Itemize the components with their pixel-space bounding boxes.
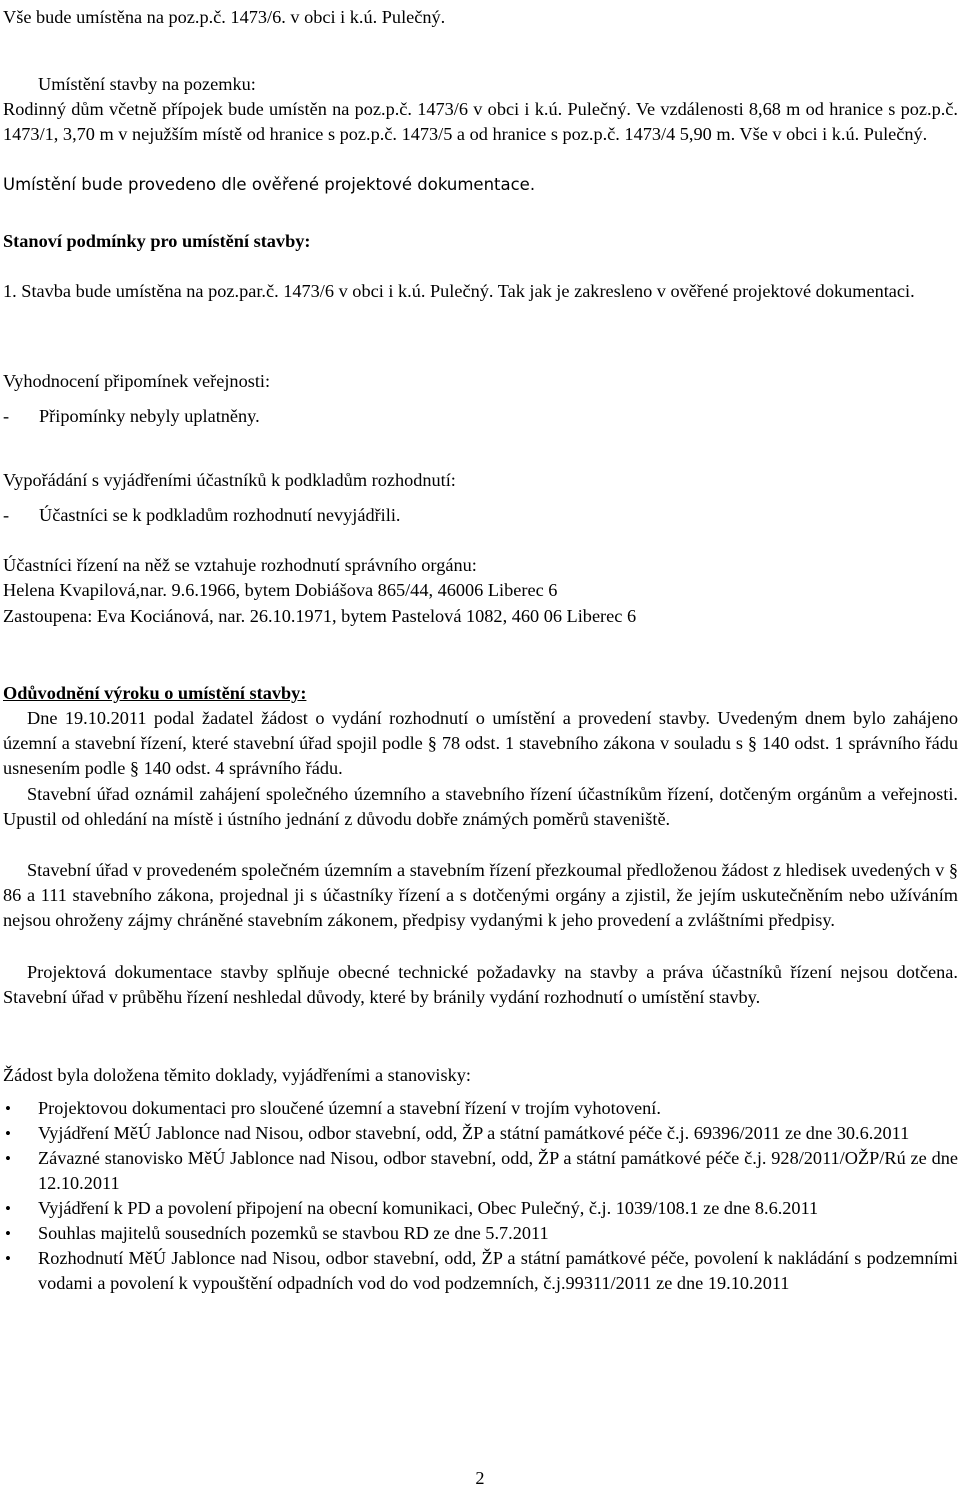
document-item-text: Vyjádření MěÚ Jablonce nad Nisou, odbor stavební, odd, ŽP a státní památkové péče č.j. 69396/2011 ze dne 30.6.2011: [38, 1123, 910, 1143]
statements-text: Účastníci se k podkladům rozhodnutí nevyjádřili.: [39, 505, 401, 525]
list-item: [3, 1146, 958, 1196]
document-item-text: Souhlas majitelů sousedních pozemků se stavbou RD ze dne 5.7.2011: [38, 1223, 549, 1243]
page-number: 2: [475, 1468, 485, 1488]
statements-heading: Vypořádání s vyjádřeními účastníků k podkladům rozhodnutí:: [3, 470, 456, 490]
top-line: Vše bude umístěna na poz.p.č. 1473/6. v obci i k.ú. Pulečný.: [3, 7, 446, 27]
party-line-2: Zastoupena: Eva Kociánová, nar. 26.10.1971, bytem Pastelová 1082, 460 06 Liberec 6: [3, 606, 637, 626]
documents-list: [3, 1096, 958, 1296]
placement-verified: Umístění bude provedeno dle ověřené projektové dokumentace.: [3, 175, 536, 194]
documents-heading: Žádost byla doložena těmito doklady, vyjádřeními a stanovisky:: [3, 1065, 471, 1085]
bullet-icon: •: [5, 1124, 11, 1143]
justification-p1: Dne 19.10.2011 podal žadatel žádost o vydání rozhodnutí o umístění a provedení stavby. Uvedeným dnem bylo zahájeno územní a stavební řízení, které stavební úřad spojil podle § 78 odst. 1 stavebního zákona v souladu s § 140 odst. 1 správního řádu usnesením podle § 140 odst. 4 správního řádu.: [3, 708, 958, 778]
conditions-title: Stanoví podmínky pro umístění stavby:: [3, 231, 311, 251]
list-item: [3, 1246, 958, 1296]
document-item-text: Projektovou dokumentaci pro sloučené územní a stavební řízení v trojím vyhotovení.: [38, 1098, 661, 1118]
condition-item-1: 1. Stavba bude umístěna na poz.par.č. 1473/6 v obci i k.ú. Pulečný. Tak jak je zakresleno v ověřené projektové dokumentaci.: [3, 281, 915, 301]
document-item-text: Vyjádření k PD a povolení připojení na obecní komunikaci, Obec Pulečný, č.j. 1039/108.1 ze dne 8.6.2011: [38, 1198, 819, 1218]
statements-item: [3, 503, 400, 528]
justification-title: Odůvodnění výroku o umístění stavby:: [3, 683, 307, 703]
justification-p4: Projektová dokumentace stavby splňuje obecné technické požadavky na stavby a práva účastníků řízení nejsou dotčena. Stavební úřad v průběhu řízení neshledal důvody, které by bránily vydání rozhodnutí o umístění stavby.: [3, 962, 958, 1007]
bullet-icon: •: [5, 1249, 11, 1268]
bullet-icon: •: [5, 1099, 11, 1118]
public-comments-text: Připomínky nebyly uplatněny.: [39, 406, 260, 426]
justification-p3: Stavební úřad v provedeném společném územním a stavebním řízení přezkoumal předloženou žádost z hledisek uvedených v § 86 a 111 stavebního zákona, projednal ji s účastníky řízení a s dotčenými orgány a zjistil, že jejím uskutečněním nebo užíváním nejsou ohroženy zájmy chráněné stavebním zákonem, předpisy vydanými k jeho provedení a zvláštními předpisy.: [3, 860, 958, 930]
placement-heading: Umístění stavby na pozemku:: [38, 74, 256, 94]
parties-heading: Účastníci řízení na něž se vztahuje rozhodnutí správního orgánu:: [3, 555, 477, 575]
bullet-icon: •: [5, 1149, 11, 1168]
list-item: [3, 1096, 958, 1121]
document-item-text: Závazné stanovisko MěÚ Jablonce nad Nisou, odbor stavební, odd, ŽP a státní památkové péče č.j. 928/2011/OŽP/Rú ze dne 12.10.2011: [38, 1148, 958, 1193]
dash-marker: -: [3, 505, 10, 525]
public-comments-heading: Vyhodnocení připomínek veřejnosti:: [3, 371, 271, 391]
party-line-1: Helena Kvapilová,nar. 9.6.1966, bytem Dobiášova 865/44, 46006 Liberec 6: [3, 580, 558, 600]
justification-p2: Stavební úřad oznámil zahájení společného územního a stavebního řízení účastníkům řízení, dotčeným orgánům a veřejnosti. Upustil od ohledání na místě i ústního jednání z důvodu dobře známých poměrů staveniště.: [3, 784, 958, 829]
document-item-text: Rozhodnutí MěÚ Jablonce nad Nisou, odbor stavební, odd, ŽP a státní památkové péče, povolení k nakládání s podzemními vodami a povolení k vypouštění odpadních vod do vod podzemních, č.j.99311/2011 ze dne 19.10.2011: [38, 1248, 958, 1293]
bullet-icon: •: [5, 1199, 11, 1218]
list-item: [3, 1121, 958, 1146]
list-item: [3, 1196, 958, 1221]
list-item: [3, 1221, 958, 1246]
dash-marker: -: [3, 406, 10, 426]
public-comments-item: [3, 404, 260, 429]
placement-text: Rodinný dům včetně přípojek bude umístěn na poz.p.č. 1473/6 v obci i k.ú. Pulečný. Ve vzdálenosti 8,68 m od hranice s poz.p.č. 1473/1, 3,70 m v nejužším místě od hranice s poz.p.č. 1473/5 a od hranice s poz.p.č. 1473/4 5,90 m. Vše v obci i k.ú. Pulečný.: [3, 99, 958, 144]
bullet-icon: •: [5, 1224, 11, 1243]
